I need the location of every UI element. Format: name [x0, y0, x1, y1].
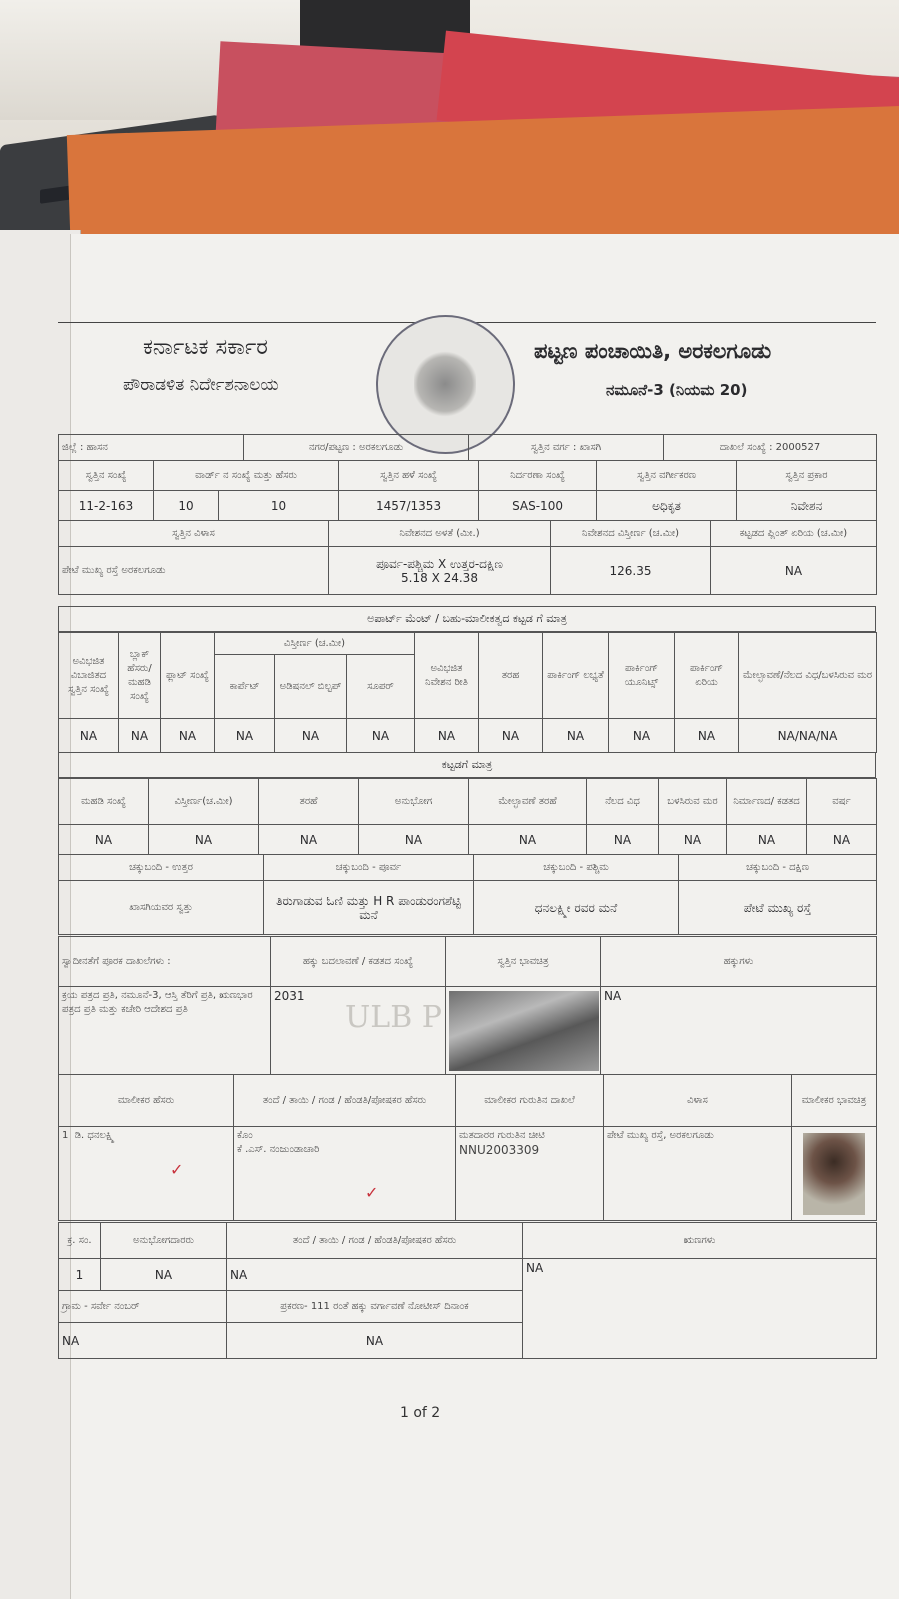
property-ids-table — [58, 460, 877, 521]
occupant-name: NA — [101, 1259, 227, 1291]
bld-val-type: NA — [259, 825, 359, 855]
boundary-east: ತಿರುಗಾಡುವ ಓಣಿ ಮತ್ತು H R ಪಾಂಡುರಂಗಶೆಟ್ಟಿ ಮನೆ — [264, 881, 474, 935]
property-address: ಪೇಟೆ ಮುಖ್ಯ ರಸ್ತೆ ಅರಕಲಗೂಡು — [59, 547, 329, 595]
ward-no: 10 — [154, 491, 219, 521]
watermark: ULB P — [345, 1000, 442, 1035]
site-details-table — [58, 520, 877, 595]
apt-val-block: NA — [119, 719, 161, 753]
th-flooring: ನೆಲದ ವಿಧ — [587, 779, 659, 825]
th-plinth: ಕಟ್ಟಡದ ಪ್ಲಿಂತ್ ಏರಿಯ (ಚ.ಮೀ) — [711, 521, 877, 547]
th-property-kind: ಸ್ವತ್ತಿನ ಪ್ರಕಾರ — [737, 461, 877, 491]
th-occupant-relation: ತಂದೆ / ತಾಯಿ / ಗಂಡ / ಹೆಂಡತಿ/ಪೋಷಕರ ಹೆಸರು — [227, 1223, 523, 1259]
th-dimension: ನಿವೇಶನದ ಅಳತೆ (ಮೀ.) — [329, 521, 551, 547]
th-type: ತರಹ — [479, 633, 543, 719]
notice-date: NA — [227, 1323, 523, 1359]
owner-relation-name: ಕೆ .ಎಸ್. ನಂಜುಂಡಾಚಾರಿ — [237, 1144, 320, 1155]
th-occupant: ಅನುಭೋಗದಾರರು — [101, 1223, 227, 1259]
page-number: 1 of 2 — [400, 1405, 441, 1421]
dimension-direction: ಪೂರ್ವ-ಪಶ್ಚಿಮ X ಉತ್ತರ-ದಕ್ಷಿಣ — [376, 556, 503, 571]
owner-serial: 1 — [62, 1130, 69, 1141]
rights-value: NA — [601, 987, 877, 1075]
th-wood: ಬಳಸಿರುವ ಮರ — [659, 779, 727, 825]
apt-val-flat: NA — [161, 719, 215, 753]
th-supporting-docs: ಸ್ವಾದೀನತೆಗೆ ಪೂರಕ ದಾಖಲೆಗಳು : — [59, 937, 271, 987]
meta-row — [58, 434, 877, 461]
owner-photo-cell — [792, 1127, 877, 1221]
bld-val-construction: NA — [727, 825, 807, 855]
th-owner-photo: ಮಾಲೀಕರ ಭಾವಚಿತ್ರ — [792, 1075, 877, 1127]
building-table — [58, 778, 877, 855]
dimension-value: 5.18 X 24.38 — [401, 570, 478, 585]
apartment-table — [58, 632, 877, 753]
owner-name-cell — [59, 1127, 234, 1221]
th-flat-no: ಫ್ಲಾಟ್ ಸಂಖ್ಯೆ — [161, 633, 215, 719]
apt-val-parking-area: NA — [675, 719, 739, 753]
owner-id-number: NNU2003309 — [459, 1143, 540, 1157]
th-owner-id: ಮಾಲೀಕರ ಗುರುತಿನ ದಾಖಲೆ — [456, 1075, 604, 1127]
th-old-no: ಸ್ವತ್ತಿನ ಹಳೆ ಸಂಖ್ಯೆ — [339, 461, 479, 491]
boundary-south: ಪೇಟೆ ಮುಖ್ಯ ರಸ್ತೆ — [679, 881, 877, 935]
property-photo-cell — [446, 987, 601, 1075]
th-property-no: ಸ್ವತ್ತಿನ ಸಂಖ್ಯೆ — [59, 461, 154, 491]
th-additional-builtup: ಅಡಿಷನಲ್ ಬಿಲ್ಟಪ್ — [275, 655, 347, 719]
site-dimension — [329, 547, 551, 595]
apt-val-additional: NA — [275, 719, 347, 753]
municipality-title: ಪಟ್ಟಣ ಪಂಚಾಯಿತಿ, ಅರಕಲಗೂಡು — [534, 339, 772, 363]
city-cell: ನಗರ/ಪಟ್ಟಣ : ಅರಕಲಗೂಡು — [244, 435, 469, 461]
th-super: ಸೂಪರ್ — [347, 655, 415, 719]
site-area: 126.35 — [551, 547, 711, 595]
property-photo — [449, 991, 599, 1071]
property-category-cell: ಸ್ವತ್ತಿನ ವರ್ಗ : ಖಾಸಗಿ — [469, 435, 664, 461]
bld-val-roof: NA — [469, 825, 587, 855]
th-usage: ಅನುಭೋಗ — [359, 779, 469, 825]
th-boundary-west: ಚಕ್ಕುಬಂದಿ - ಪಶ್ಚಿಮ — [474, 855, 679, 881]
old-no: 1457/1353 — [339, 491, 479, 521]
th-notice-date: ಪ್ರಕರಣ- 111 ರಂತೆ ಹಕ್ಕು ವರ್ಗಾವಣೆ ನೋಟೀಸ್ ದಿನಾಂಕ — [227, 1291, 523, 1323]
bld-val-wood: NA — [659, 825, 727, 855]
th-undivided-no: ಅವಿಭಜಿತ ವಿಬಾಜಿತದ ಸ್ವತ್ತಿನ ಸಂಖ್ಯೆ — [59, 633, 119, 719]
loans-value: NA — [523, 1259, 877, 1359]
directorate-title: ಪೌರಾಡಳಿತ ನಿರ್ದೇಶನಾಲಯ — [123, 375, 279, 395]
plinth-area: NA — [711, 547, 877, 595]
supporting-docs: ಕ್ರಯ ಪತ್ರದ ಪ್ರತಿ, ನಮೂನೆ-3, ಆಸ್ತಿ ತೆರಿಗೆ ಪ್ರತಿ, ಋಣಭಾರ ಪತ್ರದ ಪ್ರತಿ ಮತ್ತು ಕಚೇರಿ ಆದೇಶದ ಪ್ರತಿ — [59, 987, 271, 1075]
th-floor-type: ತರಹೆ — [259, 779, 359, 825]
bld-val-year: NA — [807, 825, 877, 855]
property-no: 11-2-163 — [59, 491, 154, 521]
th-assessment-no: ನಿರ್ದರಣಾ ಸಂಖ್ಯೆ — [479, 461, 597, 491]
boundaries-table — [58, 854, 877, 935]
th-year: ವರ್ಷ — [807, 779, 877, 825]
th-roof-type: ಮೇಲ್ಛಾವಣೆ ತರಹೆ — [469, 779, 587, 825]
th-serial: ಕ್ರ. ಸಂ. — [59, 1223, 101, 1259]
transfer-file-value: 2031 — [274, 989, 305, 1003]
th-loans: ಋಣಗಳು — [523, 1223, 877, 1259]
th-parking-area: ಪಾರ್ಕಿಂಗ್ ಏರಿಯ — [675, 633, 739, 719]
th-floor-area: ವಿಸ್ತೀರ್ಣ(ಚ.ಮೀ) — [149, 779, 259, 825]
th-address: ಸ್ವತ್ತಿನ ವಿಳಾಸ — [59, 521, 329, 547]
th-boundary-east: ಚಕ್ಕುಬಂದಿ - ಪೂರ್ವ — [264, 855, 474, 881]
bld-val-flooring: NA — [587, 825, 659, 855]
th-construction: ನಿರ್ಮಾಣದ/ ಕಡತದ — [727, 779, 807, 825]
owner-relation-prefix: ಕೊಂ — [237, 1130, 253, 1141]
rights-table — [58, 936, 877, 1075]
red-tick-mark: ✓ — [170, 1160, 184, 1179]
boundary-west: ಧನಲಕ್ಷ್ಮೀ ರವರ ಮನೆ — [474, 881, 679, 935]
th-rights: ಹಕ್ಕುಗಳು — [601, 937, 877, 987]
apartment-section-title: ಅಪಾರ್ಟ್ ಮೆಂಟ್ / ಬಹು-ಮಾಲೀಕತ್ವದ ಕಟ್ಟಡ ಗೆ ಮಾತ್ರ — [58, 606, 876, 632]
th-parking-availability: ಪಾರ್ಕಿಂಗ್ ಲಭ್ಯತೆ — [543, 633, 609, 719]
occupant-serial: 1 — [59, 1259, 101, 1291]
red-tick-mark-2: ✓ — [365, 1183, 379, 1202]
building-section-title: ಕಟ್ಟಡಗೆ ಮಾತ್ರ — [58, 752, 876, 778]
government-title: ಕರ್ನಾಟಕ ಸರ್ಕಾರ — [143, 335, 268, 360]
th-transfer-file: ಹಕ್ಕು ಬದಲಾವಣೆ / ಕಡತದ ಸಂಖ್ಯೆ — [271, 937, 446, 987]
owner-name: ಡಿ. ಧನಲಕ್ಷ್ಮಿ — [74, 1130, 115, 1141]
document-header — [58, 322, 876, 435]
apt-val-roof: NA/NA/NA — [739, 719, 877, 753]
owner-id-cell — [456, 1127, 604, 1221]
owner-photo — [803, 1133, 865, 1215]
th-owner-name: ಮಾಲೀಕರ ಹೆಸರು — [59, 1075, 234, 1127]
th-undivided-share: ಅವಿಭಜಿತ ನಿವೇಶನ ರೀತಿ — [415, 633, 479, 719]
th-ward: ವಾರ್ಡ್ ನ ಸಂಖ್ಯೆ ಮತ್ತು ಹೆಸರು — [154, 461, 339, 491]
occupant-relation: NA — [227, 1259, 523, 1291]
district-cell: ಜಿಲ್ಲೆ : ಹಾಸನ — [59, 435, 244, 461]
owner-relation-cell — [234, 1127, 456, 1221]
th-site-area: ನಿವೇಶನದ ವಿಸ್ತೀರ್ಣ (ಚ.ಮೀ) — [551, 521, 711, 547]
apt-val-undivided-no: NA — [59, 719, 119, 753]
th-area-group: ವಿಸ್ತೀರ್ಣ (ಚ.ಮೀ) — [215, 633, 415, 655]
th-floor-no: ಮಹಡಿ ಸಂಖ್ಯೆ — [59, 779, 149, 825]
th-block: ಬ್ಲಾಕ್ ಹೆಸರು/ ಮಹಡಿ ಸಂಖ್ಯೆ — [119, 633, 161, 719]
owner-table — [58, 1074, 877, 1221]
owner-id-type: ಮತದಾರರ ಗುರುತಿನ ಚೀಟಿ — [459, 1130, 545, 1141]
th-carpet: ಕಾರ್ಪೆಟ್ — [215, 655, 275, 719]
bld-val-floor-no: NA — [59, 825, 149, 855]
apt-val-parking-avail: NA — [543, 719, 609, 753]
apt-val-type: NA — [479, 719, 543, 753]
owner-address: ಪೇಟೆ ಮುಖ್ಯ ರಸ್ತೆ, ಅರಕಲಗೂಡು — [604, 1127, 792, 1221]
th-survey-no: ಗ್ರಾಮ - ಸರ್ವೇ ನಂಬರ್ — [59, 1291, 227, 1323]
apt-val-super: NA — [347, 719, 415, 753]
th-parking-units: ಪಾರ್ಕಿಂಗ್ ಯೂನಿಟ್ಸ್ — [609, 633, 675, 719]
property-kind: ನಿವೇಶನ — [737, 491, 877, 521]
apt-val-share: NA — [415, 719, 479, 753]
occupant-table — [58, 1222, 877, 1359]
th-boundary-south: ಚಕ್ಕುಬಂದಿ - ದಕ್ಷಿಣ — [679, 855, 877, 881]
th-owner-relation: ತಂದೆ / ತಾಯಿ / ಗಂಡ / ಹೆಂಡತಿ/ಪೋಷಕರ ಹೆಸರು — [234, 1075, 456, 1127]
th-roof-floor-wood: ಮೇಲ್ಛಾವಣೆ/ನೆಲದ ವಿಧ/ಬಳಸಿರುವ ಮರ — [739, 633, 877, 719]
apt-val-parking-units: NA — [609, 719, 675, 753]
form-3-document — [58, 322, 876, 1362]
th-boundary-north: ಚಕ್ಕುಬಂದಿ - ಉತ್ತರ — [59, 855, 264, 881]
survey-no: NA — [59, 1323, 227, 1359]
bld-val-usage: NA — [359, 825, 469, 855]
bld-val-area: NA — [149, 825, 259, 855]
entry-number-cell: ದಾಖಲೆ ಸಂಖ್ಯೆ : 2000527 — [664, 435, 877, 461]
th-owner-address: ವಿಳಾಸ — [604, 1075, 792, 1127]
apt-val-carpet: NA — [215, 719, 275, 753]
boundary-north: ಖಾಸಗಿಯವರ ಸ್ವತ್ತು — [59, 881, 264, 935]
classification: ಅಧಿಕೃತ — [597, 491, 737, 521]
form-number: ನಮೂನೆ-3 (ನಿಯಮ 20) — [606, 381, 748, 399]
assessment-no: SAS-100 — [479, 491, 597, 521]
th-property-photo: ಸ್ವತ್ತಿನ ಭಾವಚಿತ್ರ — [446, 937, 601, 987]
transfer-file-no — [271, 987, 446, 1075]
ward-name: 10 — [219, 491, 339, 521]
th-classification: ಸ್ವತ್ತಿನ ವರ್ಗೀಕರಣ — [597, 461, 737, 491]
